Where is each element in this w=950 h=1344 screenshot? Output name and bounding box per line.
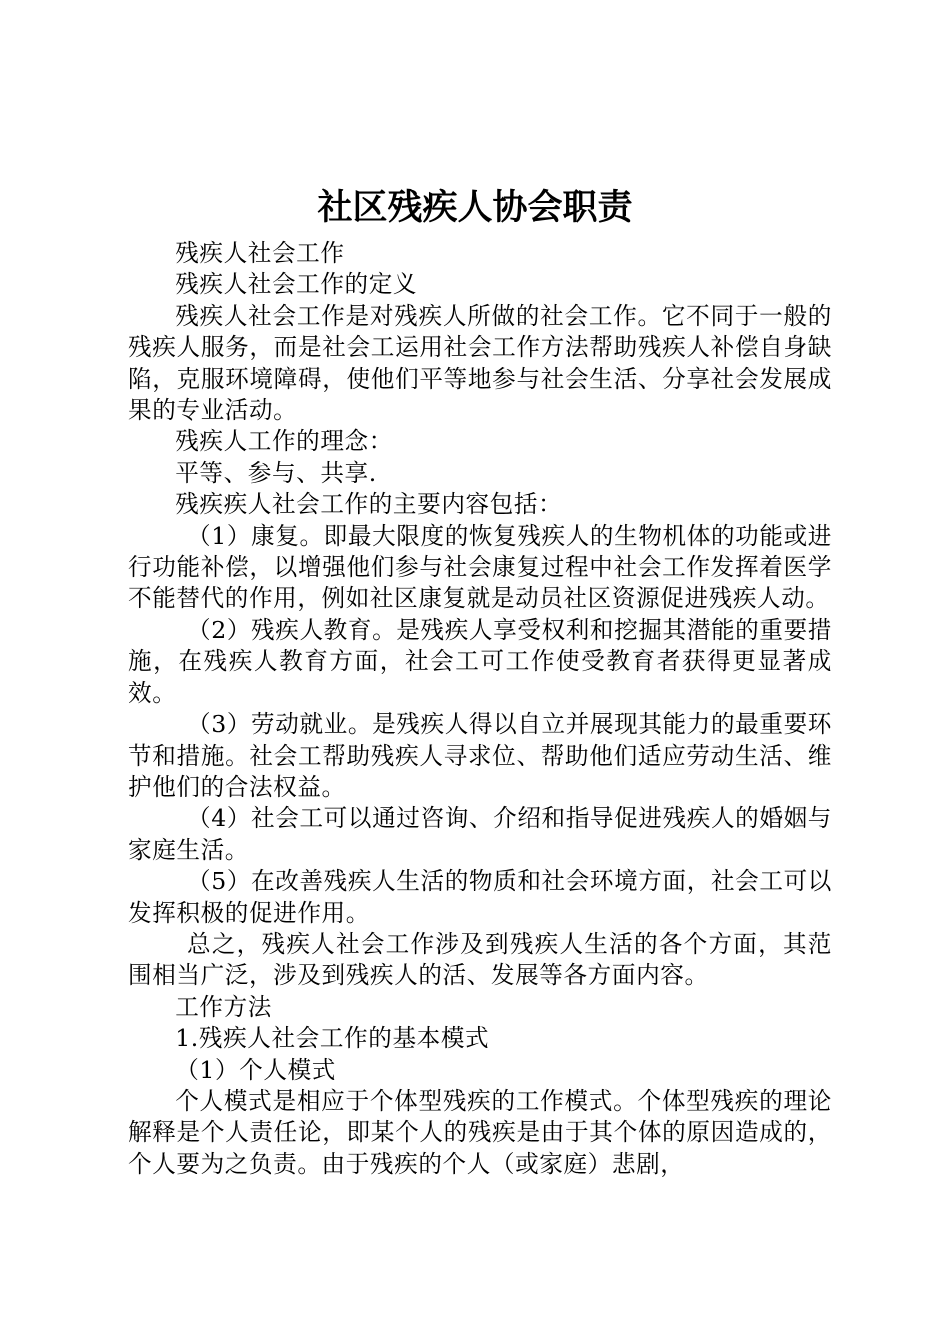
- subsection-heading: 1.残疾人社会工作的基本模式: [175, 1024, 490, 1053]
- body-paragraph: 残疾人社会工作是对残疾人所做的社会工作。它不同于一般的残疾人服务，而是社会工运用社会工作方法帮助残疾人补偿自身缺陷，克服环境障碍，使他们平等地参与社会生活、分享社会发展成果的专业活动。: [128, 301, 832, 425]
- section-heading: 工作方法: [175, 992, 272, 1021]
- document-title: 社区残疾人协会职责: [317, 187, 633, 228]
- body-paragraph: 个人模式是相应于个体型残疾的工作模式。个体型残疾的理论解释是个人责任论，即某个人的残疾是由于其个体的原因造成的，个人要为之负责。由于残疾的个人（或家庭）悲剧，: [128, 1086, 832, 1178]
- list-item: （5）在改善残疾人生活的物质和社会环境方面，社会工可以发挥积极的促进作用。: [128, 867, 832, 927]
- body-paragraph: 总之，残疾人社会工作涉及到残疾人生活的各个方面，其范围相当广泛，涉及到残疾人的活、发展等各方面内容。: [128, 929, 832, 990]
- subsection-heading: 残疾人社会工作的定义: [175, 270, 418, 299]
- document-body: [128, 238, 832, 1180]
- list-item: （3）劳动就业。是残疾人得以自立并展现其能力的最重要环节和措施。社会工帮助残疾人寻求位、帮助他们适应劳动生活、维护他们的合法权益。: [128, 710, 832, 801]
- subsection-heading: 残疾人工作的理念：: [175, 427, 393, 456]
- body-paragraph: 平等、参与、共享.: [175, 458, 377, 487]
- subsection-heading: （1）个人模式: [175, 1055, 336, 1084]
- list-item: （2）残疾人教育。是残疾人享受权利和挖掘其潜能的重要措施，在残疾人教育方面，社会工可工作使受教育者获得更显著成效。: [128, 615, 832, 707]
- section-heading: 残疾人社会工作: [175, 239, 345, 267]
- list-item: （4）社会工可以通过咨询、介绍和指导促进残疾人的婚姻与家庭生活。: [128, 804, 832, 864]
- list-item: （1）康复。即最大限度的恢复残疾人的生物机体的功能或进行功能补偿，以增强他们参与社会康复过程中社会工作发挥着医学不能替代的作用，例如社区康复就是动员社区资源促进残疾人动。: [128, 521, 832, 613]
- subsection-heading: 残疾疾人社会工作的主要内容包括：: [175, 490, 563, 519]
